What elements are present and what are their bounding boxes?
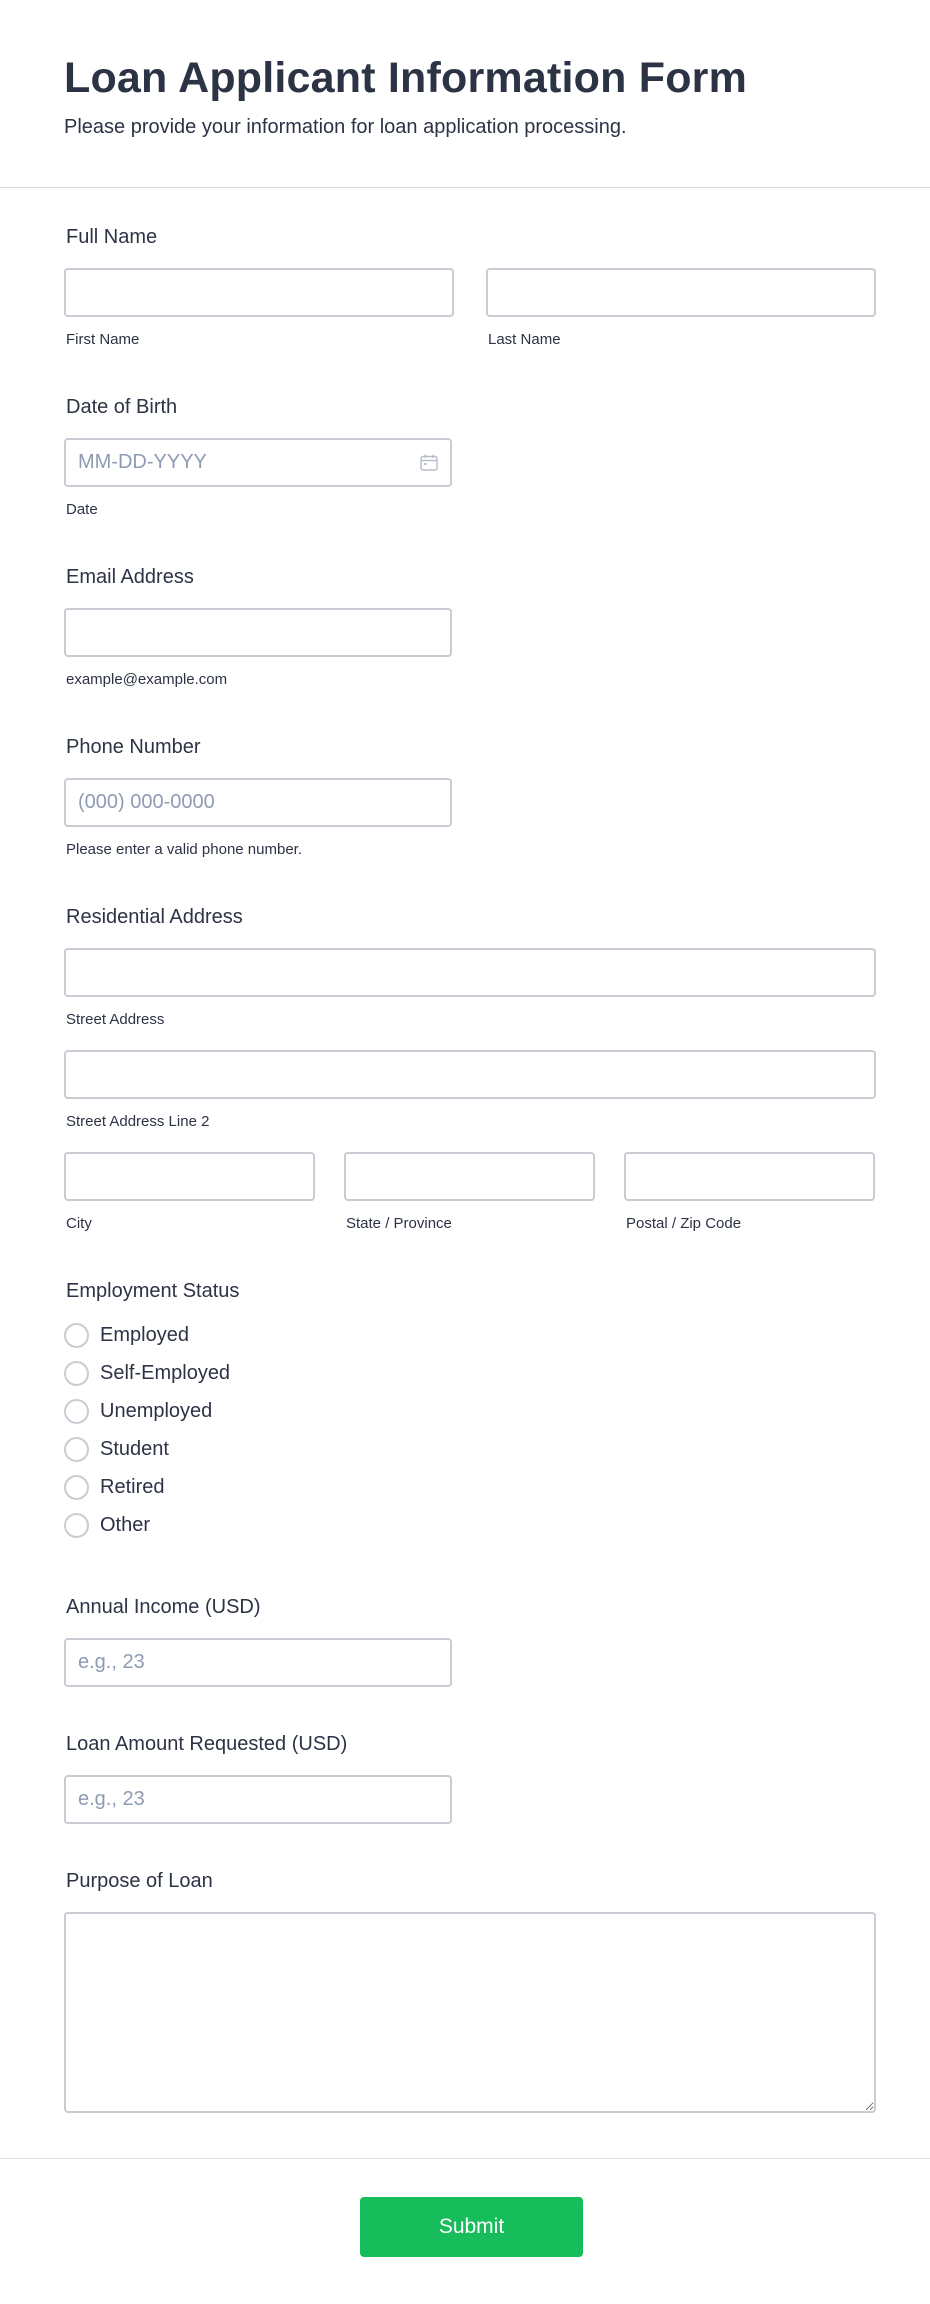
calendar-icon[interactable] — [420, 454, 438, 471]
street-address-line2-input[interactable] — [64, 1050, 876, 1099]
radio-option-other[interactable] — [64, 1506, 876, 1544]
zip-code-input[interactable] — [624, 1152, 875, 1201]
date-sublabel: Date — [66, 501, 98, 518]
purpose-of-loan-field — [64, 1868, 876, 2113]
loan-amount-label: Loan Amount Requested (USD) — [66, 1733, 348, 1755]
loan-amount-input[interactable] — [64, 1775, 452, 1824]
radio-label: Other — [100, 1513, 151, 1536]
annual-income-field — [64, 1594, 876, 1687]
address-field — [64, 904, 876, 1234]
annual-income-label: Annual Income (USD) — [66, 1596, 261, 1618]
phone-input[interactable] — [64, 778, 452, 827]
form-body — [0, 188, 930, 2113]
radio-label: Self-Employed — [100, 1361, 231, 1384]
email-field — [64, 564, 876, 690]
employment-status-label: Employment Status — [66, 1280, 240, 1302]
radio-label: Retired — [100, 1475, 165, 1498]
state-input[interactable] — [344, 1152, 595, 1201]
city-input[interactable] — [64, 1152, 315, 1201]
city-column — [64, 1152, 315, 1234]
radio-option-retired[interactable] — [64, 1468, 876, 1506]
submit-button[interactable]: Submit — [360, 2197, 583, 2257]
last-name-sublabel: Last Name — [488, 331, 561, 348]
first-name-input[interactable] — [64, 268, 454, 317]
phone-label: Phone Number — [66, 736, 201, 758]
form-title: Loan Applicant Information Form — [64, 54, 748, 102]
loan-amount-field — [64, 1731, 876, 1824]
radio-label: Student — [100, 1437, 169, 1460]
state-column — [344, 1152, 595, 1234]
form-subtitle: Please provide your information for loan application processing. — [64, 116, 627, 138]
annual-income-input[interactable] — [64, 1638, 452, 1687]
radio-label: Employed — [100, 1323, 189, 1346]
full-name-field — [64, 188, 876, 350]
date-input-wrapper — [64, 438, 452, 487]
radio-option-student[interactable] — [64, 1430, 876, 1468]
email-label: Email Address — [66, 566, 194, 588]
street-address-input[interactable] — [64, 948, 876, 997]
form-header — [0, 0, 930, 188]
phone-field — [64, 734, 876, 860]
email-sublabel: example@example.com — [66, 671, 228, 688]
radio-button[interactable] — [64, 1399, 89, 1424]
last-name-input[interactable] — [486, 268, 876, 317]
city-sublabel: City — [66, 1215, 92, 1232]
radio-button[interactable] — [64, 1475, 89, 1500]
date-of-birth-input[interactable] — [64, 438, 452, 487]
first-name-column — [64, 268, 454, 350]
radio-option-self-employed[interactable] — [64, 1354, 876, 1392]
employment-radio-group — [64, 1316, 876, 1544]
employment-status-field — [64, 1278, 876, 1544]
first-name-sublabel: First Name — [66, 331, 140, 348]
last-name-column — [486, 268, 876, 350]
address-label: Residential Address — [66, 906, 243, 928]
city-state-zip-row — [64, 1152, 876, 1234]
date-of-birth-field — [64, 394, 876, 520]
radio-label: Unemployed — [100, 1399, 213, 1422]
street-address-line2-sublabel: Street Address Line 2 — [66, 1113, 210, 1130]
date-of-birth-label: Date of Birth — [66, 396, 178, 418]
zip-column — [624, 1152, 875, 1234]
street-address-sublabel: Street Address — [66, 1011, 165, 1028]
phone-sublabel: Please enter a valid phone number. — [66, 841, 302, 858]
email-input[interactable] — [64, 608, 452, 657]
form-footer — [0, 2158, 930, 2304]
radio-option-unemployed[interactable] — [64, 1392, 876, 1430]
purpose-of-loan-textarea[interactable] — [64, 1912, 876, 2113]
radio-button[interactable] — [64, 1437, 89, 1462]
full-name-row — [64, 268, 876, 350]
full-name-label: Full Name — [66, 226, 158, 248]
radio-button[interactable] — [64, 1513, 89, 1538]
radio-option-employed[interactable] — [64, 1316, 876, 1354]
zip-code-sublabel: Postal / Zip Code — [626, 1215, 742, 1232]
purpose-of-loan-label: Purpose of Loan — [66, 1870, 213, 1892]
radio-button[interactable] — [64, 1323, 89, 1348]
state-sublabel: State / Province — [346, 1215, 452, 1232]
radio-button[interactable] — [64, 1361, 89, 1386]
